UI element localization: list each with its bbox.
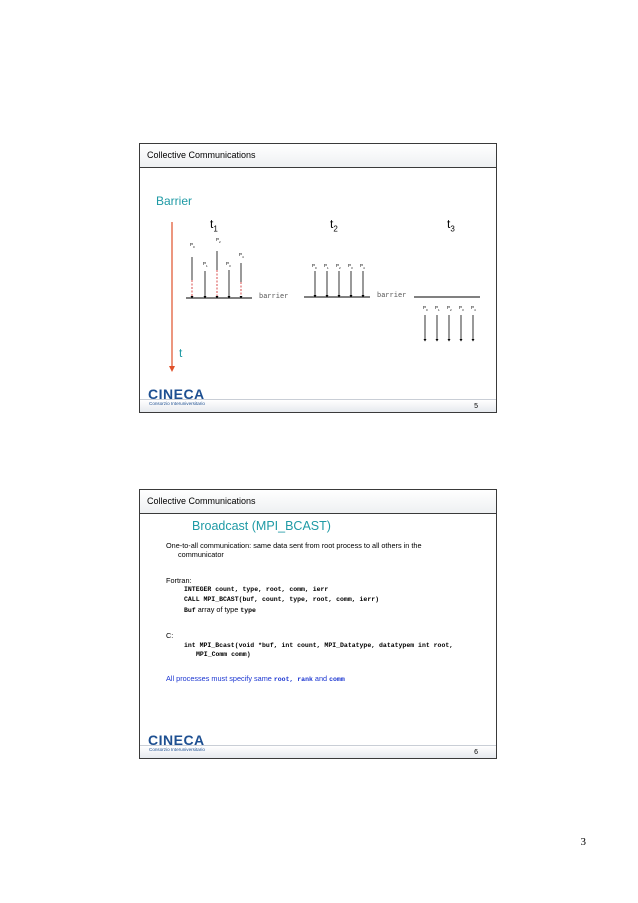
c-code-line-1: int MPI_Bcast(void *buf, int count, MPI_Datatype, datatypem int root, (184, 642, 454, 649)
c-label: C: (166, 631, 174, 640)
proc-label-t3-p3: $P_3$ (459, 305, 464, 312)
proc-label-t2-p3: $P_3$ (348, 263, 353, 270)
intro-line-1: One-to-all communication: same data sent from root process to all others in the (166, 541, 422, 550)
slide-footer (140, 730, 496, 758)
proc-label-t1-p3: $P_3$ (226, 261, 231, 268)
slide-page-number: 6 (474, 749, 478, 756)
note-text (166, 674, 345, 684)
barrier-label-1: barrier (259, 293, 289, 301)
buf-text: array of type (195, 605, 241, 614)
logo-wordmark: CINECA (148, 386, 205, 402)
logo-subtitle: Consorzio Interuniversitario (149, 401, 205, 406)
proc-label-t3-p4: $P_4$ (471, 305, 476, 312)
barrier-label-2: barrier (377, 292, 407, 300)
slide-title: Broadcast (MPI_BCAST) (192, 519, 331, 533)
fortran-label: Fortran: (166, 576, 192, 585)
proc-label-t3-p0: $P_0$ (423, 305, 428, 312)
cineca-logo (148, 732, 218, 756)
proc-label-t1-p4: $P_4$ (239, 252, 244, 259)
proc-label-t3-p1: $P_1$ (435, 305, 440, 312)
slide-title: Barrier (156, 194, 193, 208)
proc-label-t3-p2: $P_2$ (447, 305, 452, 312)
note-and: and (312, 674, 330, 683)
proc-label-t2-p1: $P_1$ (324, 263, 329, 270)
buf-code: Buf (184, 607, 196, 614)
slide-footer (140, 384, 496, 412)
intro-line-2: communicator (178, 550, 224, 559)
fortran-code-line-1: INTEGER count, type, root, comm, ierr (184, 586, 329, 593)
time-axis-arrowhead (169, 366, 175, 372)
note-pre: All processes must specify same (166, 674, 274, 683)
proc-label-t1-p1: $P_1$ (203, 261, 208, 268)
slide-barrier (139, 143, 497, 413)
proc-label-t2-p0: $P_0$ (312, 263, 317, 270)
fortran-code-line-2: CALL MPI_BCAST(buf, count, type, root, comm, ierr) (184, 596, 380, 603)
slide-header (140, 490, 496, 514)
time-axis-label: t (179, 346, 183, 360)
proc-label-t2-p4: $P_4$ (360, 263, 365, 270)
t1-arrows (191, 251, 243, 299)
cineca-logo (148, 386, 218, 410)
slide-broadcast (139, 489, 497, 759)
time-label-t3: $t_3$ (447, 217, 455, 234)
t2-arrows (314, 271, 365, 298)
slide-header-title: Collective Communications (147, 496, 256, 506)
barrier-diagram (140, 144, 498, 414)
proc-label-t2-p2: $P_2$ (336, 263, 341, 270)
logo-subtitle: Consorzio Interuniversitario (149, 747, 205, 752)
time-label-t2: $t_2$ (330, 217, 338, 234)
logo-wordmark: CINECA (148, 732, 205, 748)
note-code-root-rank: root, rank (273, 676, 313, 683)
c-code-line-2: MPI_Comm comm) (196, 651, 251, 658)
proc-label-t1-p0: $P_0$ (190, 242, 195, 249)
time-label-t1: $t_1$ (210, 217, 218, 234)
t3-arrows (424, 315, 475, 342)
note-code-comm: comm (329, 676, 345, 683)
slide-header-title: Collective Communications (147, 150, 256, 160)
buf-type: type (240, 607, 256, 614)
slide-page-number: 5 (474, 403, 478, 410)
proc-label-t1-p2: $P_2$ (216, 237, 221, 244)
buf-description (184, 605, 256, 615)
document-page-number: 3 (580, 836, 586, 848)
